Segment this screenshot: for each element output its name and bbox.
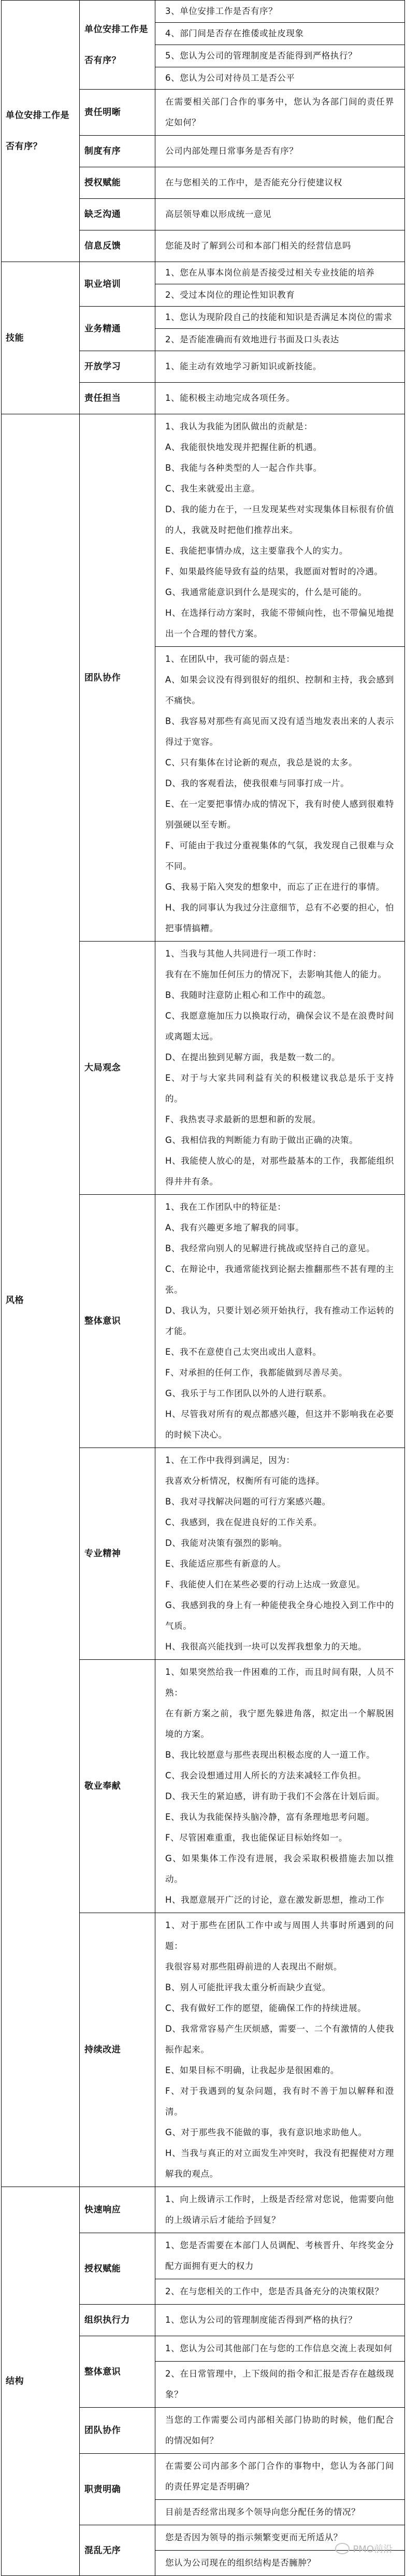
option-text: F、可能由于我过分重视集体的气氛，我发现自己很难与众不同。 bbox=[165, 841, 394, 871]
question-cell bbox=[155, 2305, 405, 2336]
option-text: G、我相信我的判断能力有助于做出正确的决策。 bbox=[165, 1135, 358, 1145]
survey-table bbox=[1, 0, 405, 2576]
option-text: F、尽管困难重重，我也能保证目标始终如一。 bbox=[165, 1833, 348, 1843]
subcategory-cell: 责任担当 bbox=[80, 383, 155, 414]
wechat-icon bbox=[335, 2543, 350, 2554]
question-cell bbox=[155, 2279, 405, 2305]
option-text: H、我愿意展开广泛的讨论，意在激发新思想，推动工作 bbox=[165, 1895, 385, 1905]
option-text: C、我生来就爱出主意。 bbox=[165, 484, 260, 494]
subcategory-cell: 授权赋能 bbox=[80, 167, 155, 199]
question-text: 高层领导难以形成统一意见 bbox=[165, 209, 272, 219]
question-text: 1、在工作中我得到满足，因为： bbox=[165, 1455, 295, 1465]
question-text: 1、您认为公司其他部门在与您的工作信息交流上表现如何 bbox=[165, 2343, 393, 2353]
option-text: D、我的客观看法，使我很难与同事打成一片。 bbox=[165, 778, 350, 788]
question-cell bbox=[155, 2362, 405, 2408]
question-text: 1、对于那些在团队工作中或与周围人共事时所遇到的问题： bbox=[165, 1920, 394, 1951]
option-text: A、我能很快地发现并把握住新的机遇。 bbox=[165, 442, 322, 452]
watermark-text: PMO前沿 bbox=[353, 2544, 393, 2555]
question-text: 在需要公司内部多个部门合作的事物中，您认为各部门间的责任界定是否明确？ bbox=[165, 2461, 394, 2492]
question-cell bbox=[155, 1, 405, 23]
subcategory-cell: 业务精通 bbox=[80, 307, 155, 351]
question-cell bbox=[155, 2233, 405, 2279]
option-text: H、尽管我对所有的观点都感兴趣，但这并不影响我在必要的时候下决心。 bbox=[165, 1409, 394, 1440]
option-text: H、我的同事认为我过分注意细节，总有不必要的担心，怕把事情搞糟。 bbox=[165, 903, 394, 933]
question-text: 1、我在工作团队中的特征是： bbox=[165, 1202, 286, 1212]
option-text: A、如果会议没有得到很好的组织、控制和主持，我会感到不痛快。 bbox=[165, 675, 394, 705]
question-text: 1、在团队中，我可能的弱点是： bbox=[165, 654, 295, 664]
question-cell bbox=[155, 647, 405, 942]
option-text: C、我感到，我在促进良好的工作关系。 bbox=[165, 1517, 322, 1527]
question-cell bbox=[155, 262, 405, 284]
category-cell: 结构 bbox=[2, 2187, 80, 2576]
option-text: G、我乐于与工作团队以外的人进行联系。 bbox=[165, 1388, 332, 1398]
option-text: G、我通常能意识到什么是现实的，什么是可能的。 bbox=[165, 587, 367, 597]
question-cell bbox=[155, 942, 405, 1195]
question-cell bbox=[155, 2336, 405, 2362]
question-text: 1、您在从事本岗位前是否接受过相关专业技能的培养 bbox=[165, 268, 375, 278]
question-text: 1、能主动有效地学习新知识或新技能。 bbox=[165, 361, 322, 371]
option-text: H、当我与真正的对立面发生冲突时，我没有把握使对方理解我的观点。 bbox=[165, 2148, 394, 2179]
option-text: F、对于我遇到的复杂问题，我有时不善于加以解释和澄清。 bbox=[165, 2086, 394, 2117]
option-text: 我有在不施加任何压力的情况下，去影响其他人的能力。 bbox=[165, 969, 387, 979]
question-cell bbox=[155, 230, 405, 262]
subcategory-cell: 团队协作 bbox=[80, 2408, 155, 2454]
question-cell bbox=[155, 1660, 405, 1913]
question-text: 1、您认为现阶段自己的技能和知识是否满足本岗位的需求 bbox=[165, 312, 393, 322]
table-row bbox=[2, 2187, 405, 2233]
subcategory-cell: 责任明晰 bbox=[80, 90, 155, 136]
question-cell bbox=[155, 329, 405, 351]
subcategory-cell: 单位安排工作是否有序？ bbox=[80, 1, 155, 90]
option-text: F、我热衷寻求最新的思想和新的发展。 bbox=[165, 1115, 321, 1124]
option-text: 在有新方案之前，我宁愿先躲进角落，拟定出一个解脱困境的方案。 bbox=[165, 1709, 394, 1739]
option-text: C、在辩论中，我通常能找到论据去推翻那些不甚有理的主张。 bbox=[165, 1264, 394, 1295]
subcategory-cell: 开放学习 bbox=[80, 351, 155, 383]
option-text: H、在选择行动方案时，我能不带倾向性，也不带偏见地提出一个合理的替代方案。 bbox=[165, 608, 394, 639]
subcategory-cell: 整体意识 bbox=[80, 1195, 155, 1448]
subcategory-cell: 职责明确 bbox=[80, 2454, 155, 2525]
option-text: F、对承担的任何工作，我都能做到尽善尽美。 bbox=[165, 1368, 348, 1378]
option-text: B、我对寻找解决问题的可行方案感兴趣。 bbox=[165, 1497, 331, 1507]
question-text: 1、能积极主动地完成各项任务。 bbox=[165, 393, 295, 403]
subcategory-cell: 职业培训 bbox=[80, 262, 155, 307]
category-cell: 技能 bbox=[2, 262, 80, 414]
option-text: G、如果集体工作没有进展，我会采取积极措施去加以推动。 bbox=[165, 1854, 394, 1884]
question-cell bbox=[155, 136, 405, 167]
question-cell bbox=[155, 2408, 405, 2454]
option-text: E、我不在意使自己太突出或出人意料。 bbox=[165, 1347, 322, 1357]
table-row bbox=[2, 262, 405, 284]
question-text: 公司内部处理日常事务是否有序？ bbox=[165, 146, 298, 156]
option-text: D、我天生的紧迫感，讲有助于我们不会落在计划后面。 bbox=[165, 1791, 385, 1801]
question-cell bbox=[155, 351, 405, 383]
subcategory-cell: 授权赋能 bbox=[80, 2233, 155, 2305]
subcategory-cell: 团队协作 bbox=[80, 414, 155, 942]
option-text: B、我能与各种类型的人一起合作共事。 bbox=[165, 463, 322, 473]
option-text: E、在一定要把事情办成的情况下，我有时使人感到很难特别强硬以至专断。 bbox=[165, 799, 394, 830]
option-text: C、只有集体在讨论新的观点，我总是说的太多。 bbox=[165, 758, 358, 768]
option-text: H、我能使人放心的是，对那些最基本的工作，我都能组织得井井有条。 bbox=[165, 1156, 394, 1186]
question-text: 2、在与您相关的工作中，您是否具备充分的决策权限？ bbox=[165, 2286, 384, 2296]
question-text: 在需要相关部门合作的事务中，您认为各部门间的责任界定如何？ bbox=[165, 97, 394, 127]
question-cell bbox=[155, 67, 405, 90]
question-cell bbox=[155, 90, 405, 136]
question-text: 1、您认为公司的管理制度能否得到严格的执行？ bbox=[165, 2315, 357, 2325]
subcategory-cell: 缺乏沟通 bbox=[80, 199, 155, 230]
question-text: 在与您相关的工作中，是否能充分行使建议权 bbox=[165, 178, 342, 187]
subcategory-cell: 制度有序 bbox=[80, 136, 155, 167]
subcategory-cell: 组织执行力 bbox=[80, 2305, 155, 2336]
question-text: 您是否因为领导的指示频繁变更而无所适从？ bbox=[165, 2532, 342, 2542]
option-text: E、我能适应那些有新意的人。 bbox=[165, 1559, 286, 1569]
question-cell bbox=[155, 2187, 405, 2233]
table-row bbox=[2, 1, 405, 23]
option-text: D、我的能力在于，一旦发现某些对实现集体目标很有价值的人，我就及时把他们推荐出来。 bbox=[165, 504, 394, 535]
question-text: 当您的工作需要公司内部相关部门协助的时候，他们配合的情况如何？ bbox=[165, 2415, 394, 2445]
option-text: D、在提出独到见解方面，我是数一数二的。 bbox=[165, 1052, 341, 1062]
subcategory-cell: 持续改进 bbox=[80, 1913, 155, 2187]
question-cell bbox=[155, 414, 405, 647]
option-text: D、我认为，只要计划必须开始执行，我有推动工作运转的才能。 bbox=[165, 1306, 394, 1336]
subcategory-cell: 快速响应 bbox=[80, 2187, 155, 2233]
subcategory-cell: 专业精神 bbox=[80, 1448, 155, 1660]
option-text: B、我随时注意防止粗心和工作中的疏忽。 bbox=[165, 990, 331, 1000]
question-cell bbox=[155, 383, 405, 414]
question-cell bbox=[155, 284, 405, 307]
category-cell: 风格 bbox=[2, 414, 80, 2187]
question-text: 5、您认为公司的管理制度是否能得到严格执行？ bbox=[165, 51, 357, 61]
option-text: C、我愿意施加压力以换取行动，确保会议不是在浪费时间或离题太远。 bbox=[165, 1011, 394, 1041]
question-text: 1、当我与其他人共同进行一项工作时： bbox=[165, 949, 322, 959]
question-cell bbox=[155, 1913, 405, 2187]
table-row bbox=[2, 414, 405, 647]
option-text: G、我易于陷入突发的想象中，而忘了正在进行的事情。 bbox=[165, 882, 385, 892]
option-text: F、如果最终能导致有益的结果，我愿面对暂时的冷遇。 bbox=[165, 567, 383, 576]
option-text: B、我经常向别人的见解进行挑战或坚持自己的意见。 bbox=[165, 1243, 375, 1253]
subcategory-cell: 信息反馈 bbox=[80, 230, 155, 262]
subcategory-cell: 大局观念 bbox=[80, 942, 155, 1195]
option-text: F、我能使人们在某些必要的行动上达成一致意见。 bbox=[165, 1580, 366, 1589]
question-text: 您认为公司现在的组织结构是否臃肿？ bbox=[165, 2558, 316, 2568]
subcategory-cell: 整体意识 bbox=[80, 2336, 155, 2408]
option-text: E、我认为我能保持头脑冷静，富有条理地思考问题。 bbox=[165, 1812, 375, 1822]
category-cell: 单位安排工作是否有序？ bbox=[2, 1, 80, 262]
question-text: 目前是否经常出现多个领导向您分配任务的情况？ bbox=[165, 2507, 360, 2517]
question-text: 2、在日常管理中，上下级间的指令和汇报是否存在越级现象？ bbox=[165, 2369, 394, 2399]
option-text: G、我感到我的身上有一种能使我全身心地投入到工作中的气质。 bbox=[165, 1600, 394, 1631]
option-text: 我喜欢分析情况，权衡所有可能的选择。 bbox=[165, 1476, 325, 1486]
option-text: G、对于那些我不能做的事，我有意识地求助他人。 bbox=[165, 2128, 367, 2137]
question-text: 4、部门间是否存在推倭或扯皮现象 bbox=[165, 28, 304, 38]
question-cell bbox=[155, 307, 405, 329]
question-cell bbox=[155, 1448, 405, 1660]
option-text: D、我能对决策有强烈的影响。 bbox=[165, 1538, 287, 1548]
question-text: 1、向上级请示工作时，上级是否经常对您说，他需要向他的上级请示后才能给予回复？ bbox=[165, 2194, 394, 2225]
watermark bbox=[335, 2542, 393, 2555]
question-cell bbox=[155, 2454, 405, 2500]
question-cell bbox=[155, 1195, 405, 1448]
option-text: C、我会设想通过用人所长的方法来减轻工作负担。 bbox=[165, 1771, 367, 1781]
question-text: 3、单位安排工作是否有序？ bbox=[165, 6, 278, 16]
question-text: 1、我认为我能为团队做出的贡献是： bbox=[165, 422, 313, 431]
option-text: D、我常常容易产生厌烦感，需要一、二个有激情的人使我振作起来。 bbox=[165, 2024, 394, 2054]
subcategory-cell: 混乱无序 bbox=[80, 2525, 155, 2576]
question-cell bbox=[155, 199, 405, 230]
question-cell bbox=[155, 45, 405, 67]
option-text: E、如果目标不明确，让我起步是很困难的。 bbox=[165, 2065, 339, 2075]
question-text: 6、您认为公司对待员工是否公平 bbox=[165, 73, 295, 83]
question-text: 2、是否能准确而有效地进行书面及口头表达 bbox=[165, 335, 339, 344]
option-text: E、我能把事情办成，这主要靠我个人的实力。 bbox=[165, 546, 349, 556]
question-text: 您能及时了解到公司和本部门相关的经营信息吗 bbox=[165, 241, 352, 251]
option-text: B、别人可能批评我太重分析而缺少直觉。 bbox=[165, 1982, 331, 1992]
survey-table-body bbox=[2, 1, 405, 2576]
question-text: 2、受过本岗位的理论性知识教育 bbox=[165, 290, 295, 300]
option-text: B、我容易对那些有高见而又没有适当地发表出来的人表示得过于宽容。 bbox=[165, 716, 394, 747]
question-text: 1、您是否需要在本部门人员调配、考核晋升、年终奖金分配方面拥有更大的权力 bbox=[165, 2240, 394, 2271]
question-cell bbox=[155, 167, 405, 199]
option-text: 我很容易对那些阻碍前进的人表现出不耐烦。 bbox=[165, 1962, 342, 1972]
question-cell bbox=[155, 2500, 405, 2525]
option-text: C、我有做好工作的愿望，能确保工作的持续进展。 bbox=[165, 2003, 367, 2013]
option-text: E、对于与大家共同利益有关的积极建议我总是乐于支持的。 bbox=[165, 1073, 394, 1104]
subcategory-cell: 敬业奉献 bbox=[80, 1660, 155, 1913]
question-cell bbox=[155, 23, 405, 45]
option-text: A、我有兴趣更多地了解我的同事。 bbox=[165, 1223, 304, 1233]
option-text: H、我很高兴能找到一块可以发挥我想象力的天地。 bbox=[165, 1642, 367, 1652]
option-text: B、我比较愿意与那些表现出积极态度的人一道工作。 bbox=[165, 1750, 375, 1760]
question-text: 1、如果突然给我一件困难的工作，而且时间有限，人员不熟： bbox=[165, 1667, 394, 1698]
